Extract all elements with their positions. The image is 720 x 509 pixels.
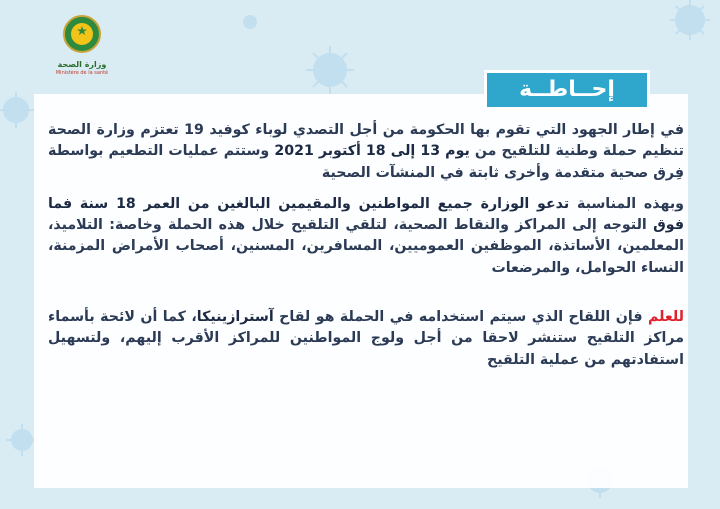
vaccine-name: آسترازينيكا [196,309,274,326]
paragraph-campaign [48,120,684,184]
notice-body [48,120,684,371]
paragraph1-text-a: في إطار الجهود التي تقوم بها الحكومة من أجل التصدي لوباء كوفيد 19 تعتزم وزارة الصحة تنظيم حملة وطنية للتلقيح من [48,122,684,160]
logo-arabic-text: وزارة الصحة [57,60,107,69]
emblem-icon [62,14,102,54]
note-label: للعلم [647,309,684,326]
paragraph1-text-b: وستتم عمليات التطعيم بواسطة فِرق صحية متقدمة وأخرى ثابتة في المنشآت الصحية [48,143,684,181]
notice-title: إحــاطــة [484,70,650,110]
logo-french-text: Ministère de la santé [55,70,109,76]
paragraph3-text-a: فإن اللقاح الذي سيتم استخدامه في الحملة هو لقاح [273,309,648,326]
ministry-logo [48,14,116,77]
paragraph3-text-b: ، كما أن لائحة بأسماء مراكز التلقيح ستنشر لاحقا من أجل ولوج المواطنين للمراكز الأقرب إليهم، ولتسهيل استفادتهم من عملية التلقيح [48,309,684,368]
paragraph2-text-b: التوجه إلى المراكز والنقاط الصحية، لتلقي التلقيح خلال هذه الحملة وخاصة: التلاميذ، المعلمين، الأساتذة، الموظفين العموميين، المسافرين، المسنين، أصحاب الأمراض المزمنة، النساء الحوامل، والمرضعات [48,217,684,276]
paragraph2-text-a: وبهذه المناسبة [569,195,684,212]
campaign-dates: يوم 13 إلى 18 أكتوبر 2021 [274,143,470,160]
invitation-highlight: تدعو الوزارة جميع المواطنين والمقيمين البالغين من العمر 18 سنة فما فوق [48,195,684,234]
paragraph-vaccine-info [48,307,684,371]
paragraph-invitation [48,194,684,279]
